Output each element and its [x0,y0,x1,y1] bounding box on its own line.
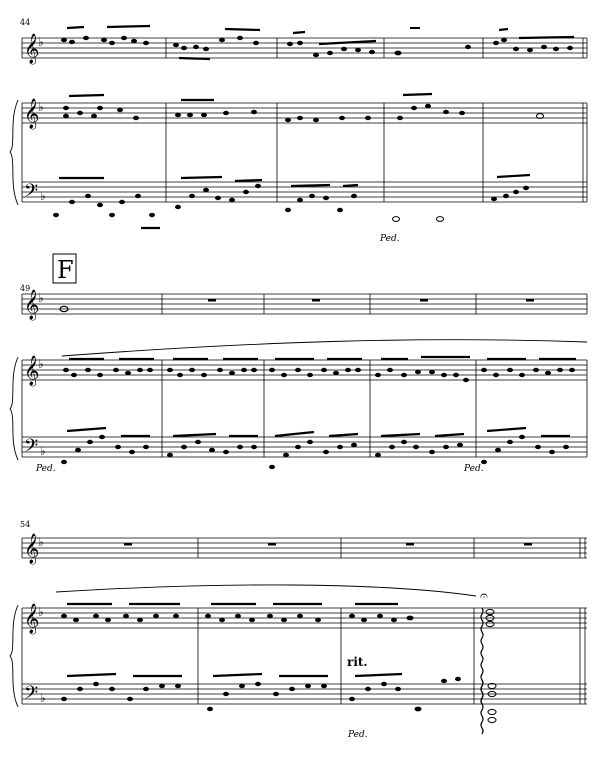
system-2 [10,254,587,474]
piano-right-hand-staff [22,360,587,380]
barlines [166,38,587,202]
piano-right-hand-notes [63,357,576,382]
pedal-mark: Ped. [36,464,56,474]
phrase-slur [62,340,587,356]
solo-notes [61,26,574,59]
treble-clef-icon: 𝄞 [24,534,40,564]
rehearsal-mark: F [57,256,74,284]
system-1 [10,18,587,244]
measure-number: 44 [20,18,31,27]
key-flat-icon: ♭ [40,444,46,458]
solo-rests [124,543,532,546]
measure-number: 54 [20,520,31,529]
key-flat-icon: ♭ [38,291,44,305]
solo-staff [22,294,587,314]
piano-left-hand-staff [22,684,587,704]
rehearsal-mark-box [53,254,76,284]
bass-clef-icon: 𝄢 [24,436,39,461]
system-3 [10,520,587,740]
treble-clef-icon: 𝄞 [24,290,40,320]
treble-clef-icon: 𝄞 [24,34,40,64]
measure-number: 49 [20,284,31,293]
key-flat-icon: ♭ [38,100,44,114]
pedal-mark: Ped. [348,730,368,740]
phrase-slur [56,585,476,596]
key-flat-icon: ♭ [38,35,44,49]
piano-right-hand-staff [22,608,587,628]
bass-clef-icon: 𝄢 [24,181,39,206]
treble-clef-icon: 𝄞 [24,99,40,129]
bass-clef-icon: 𝄢 [24,683,39,708]
piano-right-hand-staff [22,103,587,123]
pedal-mark: Ped. [380,234,400,244]
key-flat-icon: ♭ [38,535,44,549]
piano-left-hand-staff [22,437,587,457]
solo-notes-and-rests [60,299,534,312]
grand-staff-brace [10,605,18,707]
treble-clef-icon: 𝄞 [24,356,40,386]
key-flat-icon: ♭ [40,691,46,705]
grand-staff-brace [10,357,18,460]
key-flat-icon: ♭ [40,189,46,203]
treble-clef-icon: 𝄞 [24,604,40,634]
arpeggio-wavy-line [481,680,483,734]
piano-left-hand-notes [53,175,530,228]
fermata-icon: 𝄐 [480,588,488,604]
key-flat-icon: ♭ [38,357,44,371]
grand-staff-brace [10,100,18,205]
piano-left-hand-notes [61,428,570,469]
solo-staff [22,538,587,558]
key-flat-icon: ♭ [38,605,44,619]
pedal-mark: Ped. [464,464,484,474]
ritardando-marking: rit. [347,655,368,669]
